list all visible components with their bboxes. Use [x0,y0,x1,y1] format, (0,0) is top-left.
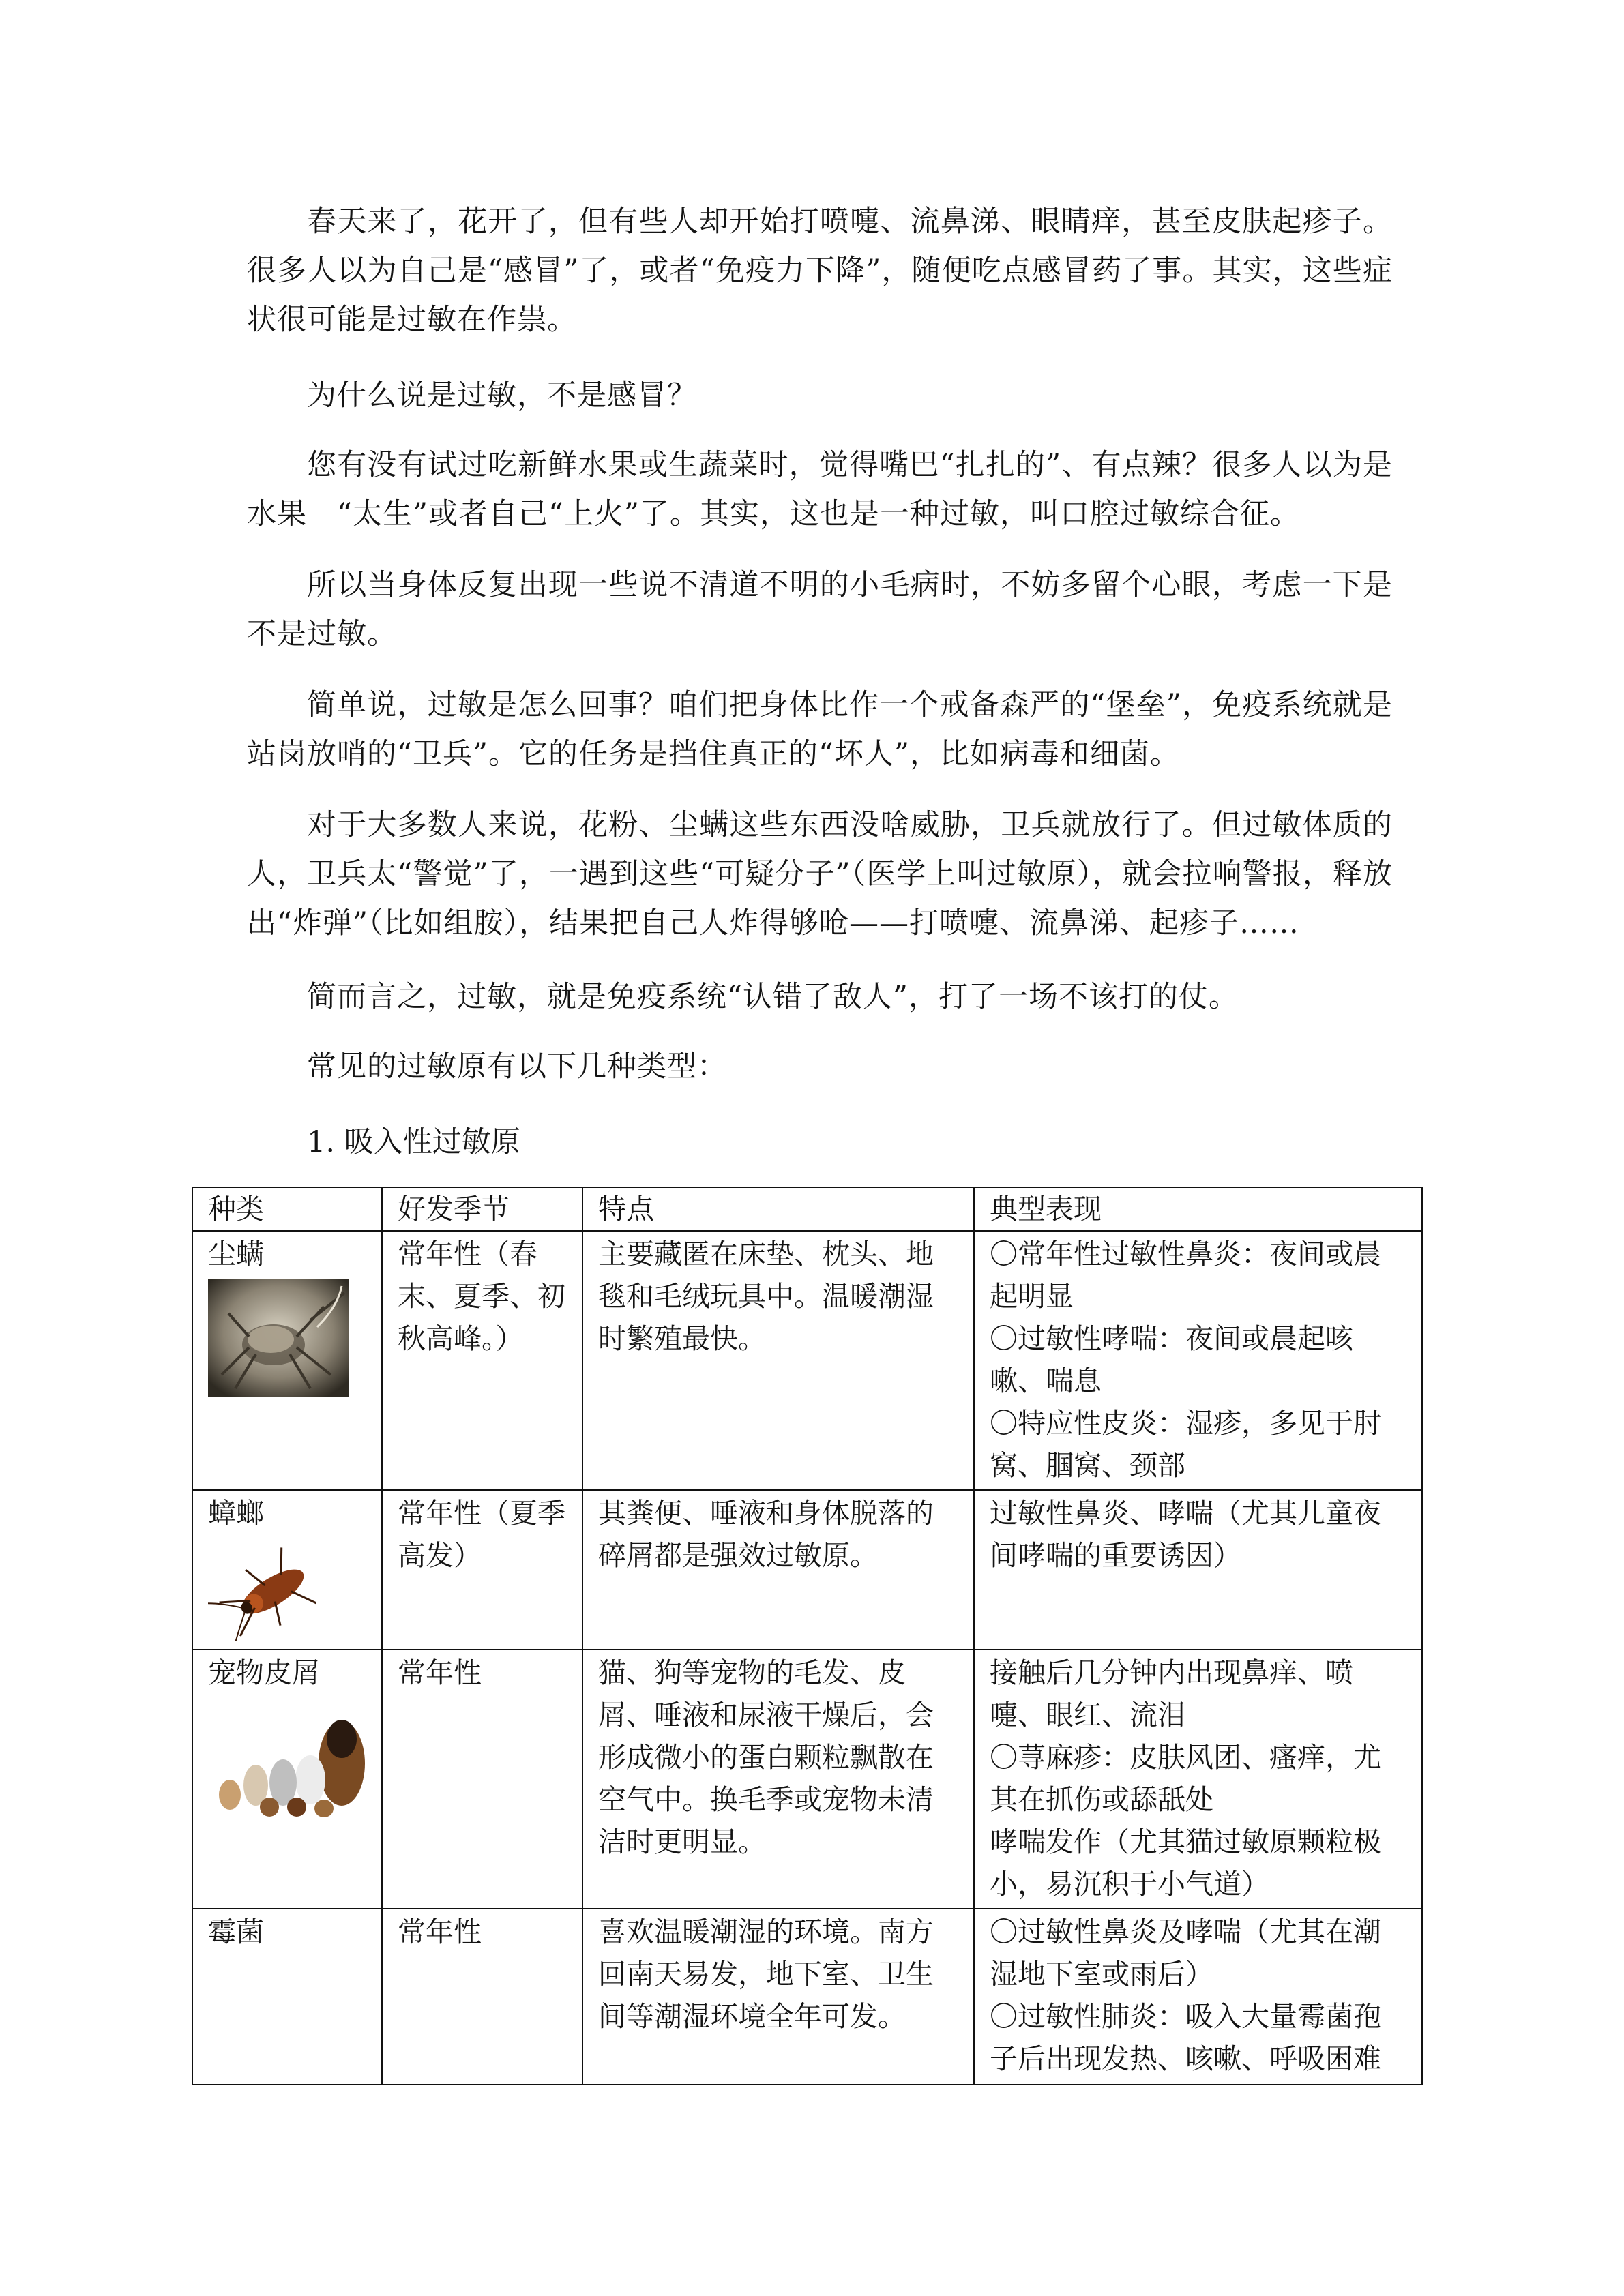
cell-symptoms [974,1909,1422,2085]
cockroach-image [208,1538,338,1641]
cell-symptoms [974,1490,1422,1650]
table-row [192,1231,1422,1490]
allergen-table [192,1187,1423,2085]
cell-season: 常年性（春末、夏季、初秋高峰。） [382,1231,582,1490]
dust-mite-image [208,1279,349,1397]
explanation-paragraph: 简单说，过敏是怎么回事？咱们把身体比作一个戒备森严的“堡垒”，免疫系统就是站岗放哨的“卫兵”。它的任务是挡住真正的“坏人”，比如病毒和细菌。 [247,688,1393,771]
cell-season: 常年性（夏季高发） [382,1490,582,1650]
symptom-line: 〇过敏性肺炎：吸入大量霉菌孢子后出现发热、咳嗽、呼吸困难 [990,2000,1381,2075]
cell-symptoms [974,1650,1422,1909]
type-label: 霉菌 [208,1915,264,1948]
header-type: 种类 [192,1187,382,1231]
oral-allergy-paragraph: 您有没有试过吃新鲜水果或生蔬菜时，觉得嘴巴“扎扎的”、有点辣？很多人以为是水果 “太生”或者自己“上火”了。其实，这也是一种过敏，叫口腔过敏综合征。 [247,448,1393,531]
header-features: 特点 [582,1187,974,1231]
cell-symptoms [974,1231,1422,1490]
section-heading: 1. 吸入性过敏原 [307,1125,520,1159]
type-label: 蟑螂 [208,1497,264,1530]
intro-paragraph: 春天来了，花开了，但有些人却开始打喷嚏、流鼻涕、眼睛痒，甚至皮肤起疹子。很多人以为自己是“感冒”了，或者“免疫力下降”，随便吃点感冒药了事。其实，这些症状很可能是过敏在作祟。 [247,205,1393,337]
symptom-line: 〇特应性皮炎：湿疹，多见于肘窝、腘窝、颈部 [990,1407,1381,1482]
question-paragraph: 为什么说是过敏，不是感冒？ [307,378,697,413]
summary-paragraph: 简而言之，过敏，就是免疫系统“认错了敌人”，打了一场不该打的仗。 [307,980,1239,1014]
symptom-line: 哮喘发作（尤其猫过敏原颗粒极小，易沉积于小气道） [990,1825,1381,1900]
cell-features: 主要藏匿在床垫、枕头、地毯和毛绒玩具中。温暖潮湿时繁殖最快。 [582,1231,974,1490]
type-label: 尘螨 [208,1238,264,1270]
cell-type [192,1650,382,1909]
cell-features: 其粪便、唾液和身体脱落的碎屑都是强效过敏原。 [582,1490,974,1650]
header-season: 好发季节 [382,1187,582,1231]
table-row [192,1490,1422,1650]
cell-features: 喜欢温暖潮湿的环境。南方回南天易发，地下室、卫生间等潮湿环境全年可发。 [582,1909,974,2085]
cell-features: 猫、狗等宠物的毛发、皮屑、唾液和尿液干燥后，会形成微小的蛋白颗粒飘散在空气中。换毛季或宠物未清洁时更明显。 [582,1650,974,1909]
pets-image [208,1698,366,1818]
cell-type [192,1231,382,1490]
symptom-line: 过敏性鼻炎、哮喘（尤其儿童夜间哮喘的重要诱因） [990,1497,1381,1572]
symptom-line: 〇过敏性鼻炎及哮喘（尤其在潮湿地下室或雨后） [990,1915,1381,1991]
symptom-line: 接触后几分钟内出现鼻痒、喷嚏、眼红、流泪 [990,1656,1353,1731]
advice-paragraph: 所以当身体反复出现一些说不清道不明的小毛病时，不妨多留个心眼，考虑一下是不是过敏。 [247,568,1393,651]
cell-season: 常年性 [382,1650,582,1909]
mechanism-paragraph: 对于大多数人来说，花粉、尘螨这些东西没啥威胁，卫兵就放行了。但过敏体质的人，卫兵太“警觉”了，一遇到这些“可疑分子”（医学上叫过敏原），就会拉响警报，释放出“炸弹”（比如组胺），结果把自己人炸得够呛——打喷嚏、流鼻涕、起疹子…… [247,808,1393,940]
type-label: 宠物皮屑 [208,1656,320,1689]
table-header-row [192,1187,1422,1231]
table-row [192,1909,1422,2085]
allergen-intro-paragraph: 常见的过敏原有以下几种类型： [307,1049,727,1084]
cell-season: 常年性 [382,1909,582,2085]
symptom-line: 〇荨麻疹：皮肤风团、瘙痒，尤其在抓伤或舔舐处 [990,1741,1381,1816]
cell-type [192,1909,382,2085]
symptom-line: 〇常年性过敏性鼻炎：夜间或晨起明显 [990,1238,1381,1313]
symptom-line: 〇过敏性哮喘：夜间或晨起咳嗽、喘息 [990,1322,1353,1397]
header-symptoms: 典型表现 [974,1187,1422,1231]
cell-type [192,1490,382,1650]
table-row [192,1650,1422,1909]
